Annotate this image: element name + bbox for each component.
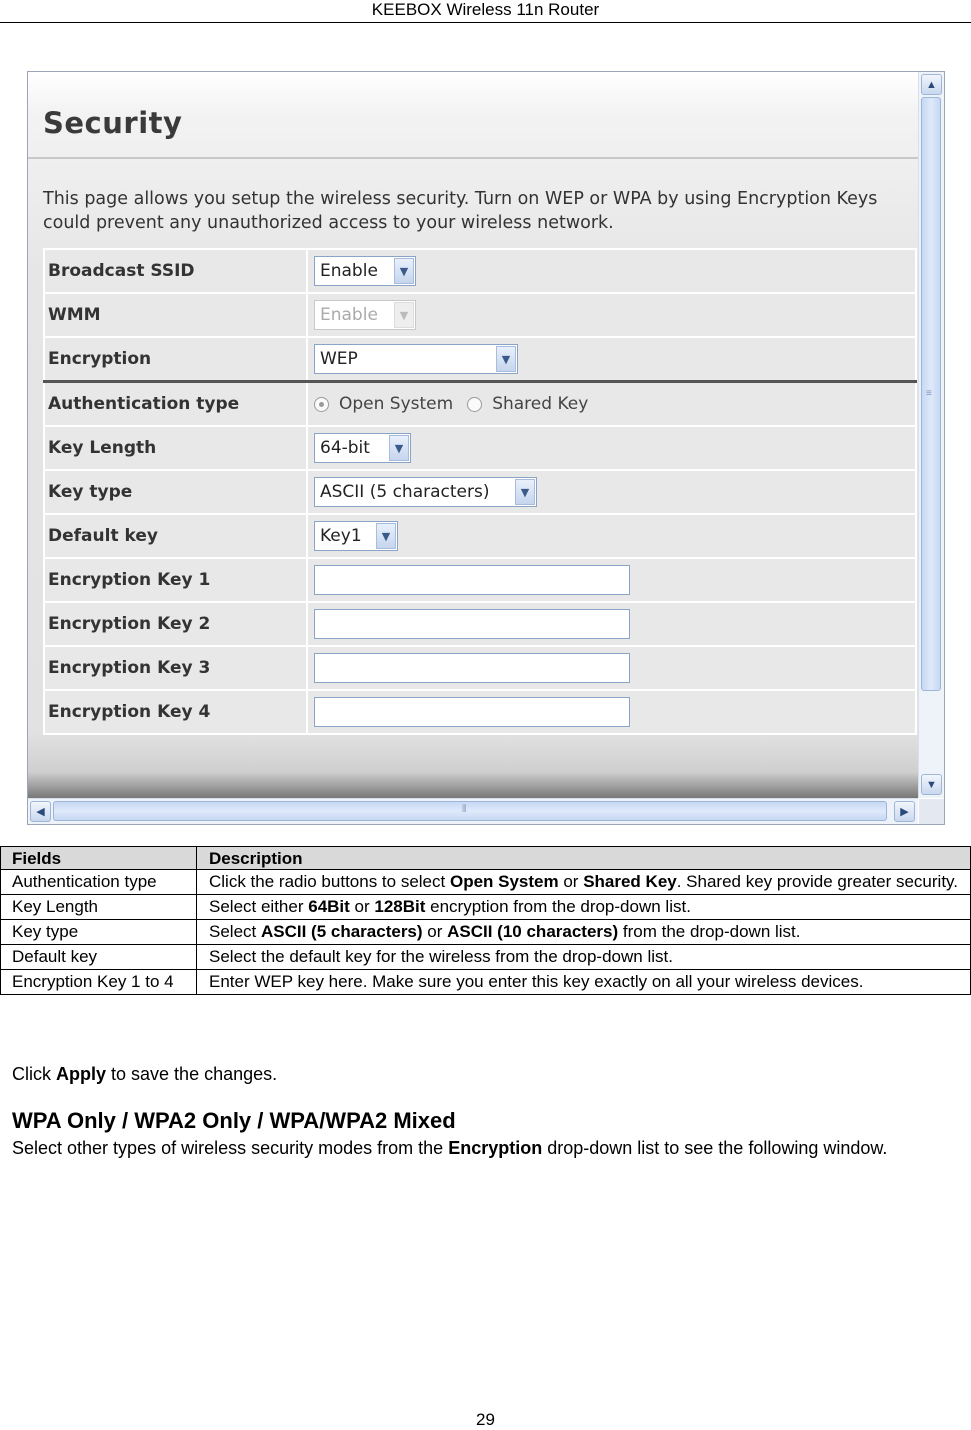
encryption-value: WEP (320, 349, 358, 369)
field-description: Click the radio buttons to select Open System or Shared Key. Shared key provide greater security. (197, 870, 971, 895)
auth-type-radios (314, 394, 915, 414)
chevron-down-icon: ▼ (389, 435, 409, 461)
table-row (1, 970, 971, 995)
encryption-key-2-label: Encryption Key 2 (44, 602, 307, 646)
horizontal-scroll-thumb[interactable] (53, 801, 887, 821)
scrollbar-corner (919, 799, 944, 824)
row-encryption-key-4 (44, 690, 916, 734)
table-row (1, 945, 971, 970)
default-key-value: Key1 (320, 526, 362, 546)
key-length-label: Key Length (44, 426, 307, 470)
row-encryption-key-2 (44, 602, 916, 646)
field-description: Enter WEP key here. Make sure you enter this key exactly on all your wireless devices. (197, 970, 971, 995)
page-number: 29 (476, 1410, 495, 1429)
default-key-select[interactable] (314, 521, 398, 551)
row-default-key (44, 514, 916, 558)
scroll-down-icon[interactable]: ▼ (921, 774, 942, 795)
key-type-label: Key type (44, 470, 307, 514)
open-system-label: Open System (339, 394, 454, 414)
chevron-down-icon: ▼ (376, 523, 396, 549)
field-name: Authentication type (1, 870, 197, 895)
key-length-select[interactable] (314, 433, 411, 463)
field-name: Key type (1, 920, 197, 945)
wpa-section-text: Select other types of wireless security modes from the Encryption drop-down list to see the following window. (12, 1138, 888, 1158)
encryption-key-1-input[interactable] (314, 565, 630, 595)
fields-description-table (0, 846, 971, 995)
table-row (1, 895, 971, 920)
table-row (1, 870, 971, 895)
field-name: Encryption Key 1 to 4 (1, 970, 197, 995)
chevron-down-icon: ▼ (394, 302, 414, 328)
security-page (28, 72, 918, 798)
scroll-left-icon[interactable]: ◀ (30, 801, 51, 822)
security-screenshot (27, 71, 945, 825)
wpa-section-heading: WPA Only / WPA2 Only / WPA/WPA2 Mixed (12, 1108, 456, 1133)
field-name: Default key (1, 945, 197, 970)
field-description: Select either 64Bit or 128Bit encryption from the drop-down list. (197, 895, 971, 920)
row-broadcast-ssid (44, 249, 916, 293)
encryption-label: Encryption (44, 337, 307, 382)
key-type-value: ASCII (5 characters) (320, 482, 490, 502)
scroll-right-icon[interactable]: ▶ (894, 801, 915, 822)
open-system-radio[interactable] (314, 397, 329, 412)
encryption-key-2-input[interactable] (314, 609, 630, 639)
shared-key-label: Shared Key (492, 394, 589, 414)
table-header-row (1, 847, 971, 870)
chevron-down-icon: ▼ (394, 258, 414, 284)
broadcast-ssid-label: Broadcast SSID (44, 249, 307, 293)
encryption-key-1-label: Encryption Key 1 (44, 558, 307, 602)
apply-note: Click Apply to save the changes. (12, 1064, 278, 1084)
encryption-key-4-input[interactable] (314, 697, 630, 727)
scroll-up-icon[interactable]: ▲ (921, 74, 942, 95)
wmm-label: WMM (44, 293, 307, 337)
wmm-select (314, 300, 416, 330)
encryption-key-3-input[interactable] (314, 653, 630, 683)
key-type-select[interactable] (314, 477, 537, 507)
wmm-value: Enable (320, 305, 378, 325)
field-name: Key Length (1, 895, 197, 920)
vertical-scroll-thumb[interactable] (921, 97, 941, 691)
table-row (1, 920, 971, 945)
row-key-length (44, 426, 916, 470)
encryption-key-3-label: Encryption Key 3 (44, 646, 307, 690)
grip-icon: ≡ (926, 388, 932, 399)
grip-icon: ⦀ (462, 804, 467, 815)
fields-header: Fields (1, 847, 197, 870)
row-key-type (44, 470, 916, 514)
row-auth-type (44, 382, 916, 427)
security-form (43, 248, 917, 735)
row-encryption-key-3 (44, 646, 916, 690)
security-title: Security (43, 106, 183, 140)
auth-type-label: Authentication type (44, 382, 307, 427)
row-encryption (44, 337, 916, 382)
encryption-select[interactable] (314, 344, 518, 374)
default-key-label: Default key (44, 514, 307, 558)
chevron-down-icon: ▼ (496, 346, 516, 372)
key-length-value: 64-bit (320, 438, 370, 458)
encryption-key-4-label: Encryption Key 4 (44, 690, 307, 734)
vertical-scrollbar[interactable] (918, 72, 944, 798)
shared-key-radio[interactable] (467, 397, 482, 412)
chevron-down-icon: ▼ (515, 479, 535, 505)
row-encryption-key-1 (44, 558, 916, 602)
broadcast-ssid-select[interactable] (314, 256, 416, 286)
description-header: Description (197, 847, 971, 870)
broadcast-ssid-value: Enable (320, 261, 378, 281)
security-description: This page allows you setup the wireless security. Turn on WEP or WPA by using Encryption Keys could prevent any unauthorized access to your wireless network. (43, 189, 878, 233)
horizontal-scrollbar[interactable] (28, 798, 918, 824)
row-wmm (44, 293, 916, 337)
field-description: Select the default key for the wireless from the drop-down list. (197, 945, 971, 970)
title-divider (28, 157, 918, 159)
page-header: KEEBOX Wireless 11n Router (0, 0, 971, 23)
field-description: Select ASCII (5 characters) or ASCII (10 characters) from the drop-down list. (197, 920, 971, 945)
